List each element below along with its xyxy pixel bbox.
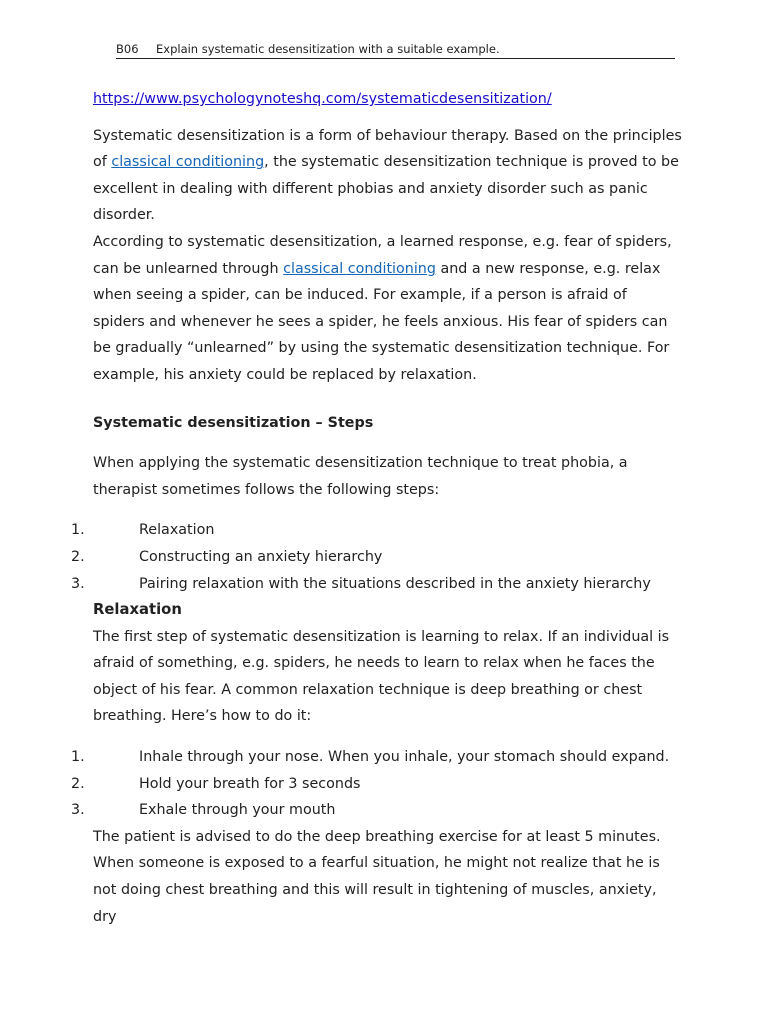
relaxation-body: The first step of systematic desensitization is learning to relax. If an individual is afraid of something, e.g. spiders, he needs to learn to relax when he faces the object of his fear. A common relaxation technique is deep breathing or chest breathing. Here’s how to do it: — [93, 628, 670, 725]
list-number: 2. — [71, 775, 85, 792]
list-text: Exhale through your mouth — [139, 802, 336, 819]
question-code: B06 — [116, 42, 139, 56]
list-number: 2. — [71, 548, 85, 565]
classical-conditioning-link-1[interactable]: classical conditioning — [111, 154, 265, 171]
document-body — [71, 86, 683, 930]
source-url-paragraph — [93, 86, 683, 113]
list-item — [71, 797, 683, 824]
intro-paragraph-2 — [93, 229, 683, 389]
relaxation-closing: The patient is advised to do the deep breathing exercise for at least 5 minutes. When someone is exposed to a fearful situation, he might not realize that he is not doing chest breathing and this will result in tightening of muscles, anxiety, dry — [93, 828, 661, 925]
steps-heading: Systematic desensitization – Steps — [93, 414, 374, 431]
spacer — [93, 389, 683, 410]
spacer — [93, 730, 683, 744]
list-number: 3. — [71, 575, 85, 592]
classical-conditioning-link-2[interactable]: classical conditioning — [283, 260, 436, 277]
page-header — [116, 41, 675, 59]
source-url-link[interactable]: https://www.psychologynoteshq.com/systematicdesensitization/ — [93, 91, 552, 107]
list-text: Constructing an anxiety hierarchy — [139, 548, 383, 565]
steps-list — [71, 517, 683, 597]
spacer — [93, 113, 683, 123]
list-item — [71, 744, 683, 771]
spacer — [93, 503, 683, 517]
list-item — [71, 544, 683, 571]
breathing-steps-list — [71, 744, 683, 824]
intro-paragraph-1 — [93, 123, 683, 229]
list-text: Pairing relaxation with the situations described in the anxiety hierarchy — [139, 575, 651, 592]
intro-text-1b: , the systematic desensitization technique is proved to be excellent in dealing with different phobias and anxiety disorder such as panic disorder. — [93, 154, 679, 224]
list-text: Relaxation — [139, 522, 215, 539]
question-title: Explain systematic desensitization with a suitable example. — [156, 42, 500, 56]
steps-intro: When applying the systematic desensitization technique to treat phobia, a therapist sometimes follows the following steps: — [93, 455, 628, 498]
list-item — [71, 517, 683, 544]
intro-text-1a: Systematic desensitization is a form of behaviour therapy. Based on the principles of — [93, 127, 682, 171]
list-text: Hold your breath for 3 seconds — [139, 775, 361, 792]
list-item — [71, 571, 683, 598]
list-number: 3. — [71, 802, 85, 819]
list-item — [71, 771, 683, 798]
intro-text-2b: and a new response, e.g. relax when seeing a spider, can be induced. For example, if a person is afraid of spiders and whenever he sees a spider, he feels anxious. His fear of spiders can be gradually “unlearned” by using the systematic desensitization technique. For example, his anxiety could be replaced by relaxation. — [93, 260, 670, 383]
list-number: 1. — [71, 522, 85, 539]
list-text: Inhale through your nose. When you inhale, your stomach should expand. — [139, 749, 670, 766]
spacer — [93, 436, 683, 450]
relaxation-heading: Relaxation — [93, 601, 182, 619]
list-number: 1. — [71, 749, 85, 766]
intro-text-2a: According to systematic desensitization, a learned response, e.g. fear of spiders, can be unlearned through — [93, 233, 672, 277]
